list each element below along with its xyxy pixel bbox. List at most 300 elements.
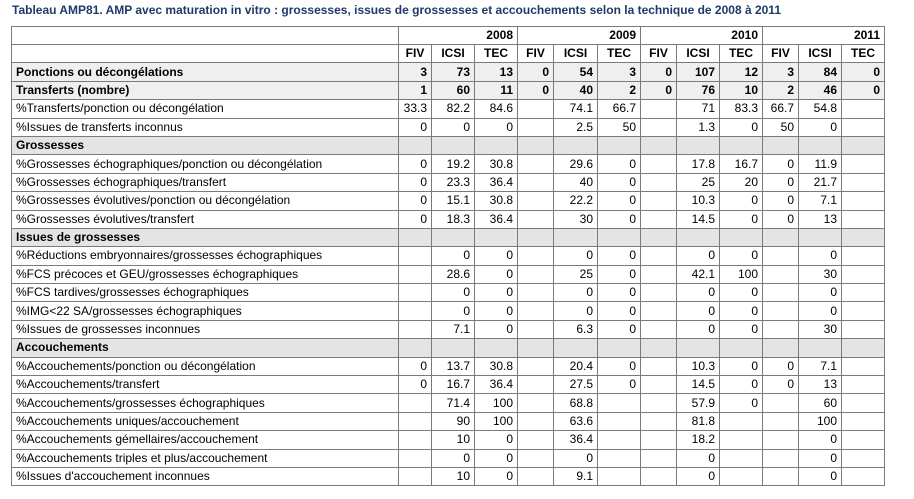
table-cell: 0: [554, 247, 598, 265]
table-cell: 66.7: [598, 100, 641, 118]
technique-header: FIV: [641, 45, 677, 63]
table-cell: 0: [763, 210, 799, 228]
table-row: [12, 302, 885, 320]
table-cell: 0: [475, 320, 518, 338]
table-cell: [763, 467, 799, 485]
table-cell: 9.1: [554, 467, 598, 485]
table-cell: [763, 284, 799, 302]
table-cell: [641, 284, 677, 302]
section-label: Issues de grossesses: [12, 228, 399, 246]
table-row: [12, 320, 885, 338]
table-cell: 57.9: [677, 394, 720, 412]
table-cell: 30: [554, 210, 598, 228]
table-cell: [641, 320, 677, 338]
table-cell: 0: [554, 284, 598, 302]
table-cell: [598, 339, 641, 357]
table-cell: [720, 412, 763, 430]
table-cell: 30.8: [475, 192, 518, 210]
table-title: Tableau AMP81. AMP avec maturation in vitro : grossesses, issues de grossesses et accouchements selon la technique de 2008 à 2011: [12, 3, 781, 17]
table-cell: [720, 431, 763, 449]
row-label: %Transferts/ponction ou décongélation: [12, 100, 399, 118]
table-cell: 0: [399, 357, 432, 375]
technique-header: TEC: [842, 45, 885, 63]
table-cell: [399, 228, 432, 246]
corner-cell: [12, 27, 399, 45]
row-label: %Grossesses évolutives/transfert: [12, 210, 399, 228]
table-cell: 63.6: [554, 412, 598, 430]
table-cell: [842, 228, 885, 246]
table-cell: [842, 449, 885, 467]
technique-header: FIV: [399, 45, 432, 63]
table-cell: 36.4: [475, 173, 518, 191]
table-cell: 0: [475, 247, 518, 265]
table-cell: [641, 247, 677, 265]
table-cell: 0: [720, 192, 763, 210]
table-cell: 11: [475, 81, 518, 99]
table-cell: [842, 320, 885, 338]
table-cell: 2: [598, 81, 641, 99]
table-cell: 0: [720, 118, 763, 136]
table-cell: 0: [799, 449, 842, 467]
table-cell: 10.3: [677, 192, 720, 210]
table-cell: 0: [598, 192, 641, 210]
table-cell: [598, 431, 641, 449]
table-cell: 7.1: [799, 357, 842, 375]
year-header-row: [12, 27, 885, 45]
row-label: Ponctions ou décongélations: [12, 63, 399, 81]
table-cell: 0: [399, 173, 432, 191]
table-cell: [399, 412, 432, 430]
table-cell: [518, 320, 554, 338]
row-label: %FCS tardives/grossesses échographiques: [12, 284, 399, 302]
table-cell: [518, 100, 554, 118]
table-cell: 16.7: [720, 155, 763, 173]
table-cell: [677, 136, 720, 154]
table-cell: [842, 357, 885, 375]
table-cell: 25: [554, 265, 598, 283]
table-cell: [518, 118, 554, 136]
table-cell: [842, 118, 885, 136]
table-cell: 0: [763, 155, 799, 173]
table-cell: 36.4: [475, 210, 518, 228]
table-cell: [720, 449, 763, 467]
table-cell: [518, 173, 554, 191]
table-cell: [432, 228, 475, 246]
technique-header: TEC: [475, 45, 518, 63]
table-cell: 28.6: [432, 265, 475, 283]
table-cell: [763, 412, 799, 430]
table-cell: 0: [720, 376, 763, 394]
table-cell: [518, 247, 554, 265]
table-cell: [641, 173, 677, 191]
table-cell: 0: [475, 431, 518, 449]
table-cell: [720, 339, 763, 357]
table-cell: 13.7: [432, 357, 475, 375]
table-cell: 0: [475, 449, 518, 467]
table-cell: [475, 136, 518, 154]
table-cell: [399, 339, 432, 357]
table-cell: 0: [641, 81, 677, 99]
table-cell: 36.4: [475, 376, 518, 394]
table-cell: 17.8: [677, 155, 720, 173]
table-cell: 3: [763, 63, 799, 81]
table-cell: 54: [554, 63, 598, 81]
table-row: [12, 467, 885, 485]
table-cell: [842, 284, 885, 302]
table-cell: 0: [799, 467, 842, 485]
table-cell: 12: [720, 63, 763, 81]
table-cell: 0: [475, 467, 518, 485]
row-label: %FCS précoces et GEU/grossesses échographiques: [12, 265, 399, 283]
table-cell: [641, 357, 677, 375]
year-header: 2011: [763, 27, 885, 45]
table-cell: 0: [475, 118, 518, 136]
table-cell: [677, 228, 720, 246]
table-cell: [842, 210, 885, 228]
amp-table: [11, 26, 885, 486]
table-cell: [518, 302, 554, 320]
table-cell: [554, 339, 598, 357]
table-cell: 0: [720, 394, 763, 412]
table-cell: 0: [677, 284, 720, 302]
table-cell: [598, 136, 641, 154]
table-cell: [763, 228, 799, 246]
table-cell: [641, 467, 677, 485]
table-cell: [763, 265, 799, 283]
table-cell: 0: [554, 449, 598, 467]
table-cell: 0: [720, 210, 763, 228]
table-cell: 90: [432, 412, 475, 430]
table-cell: 22.2: [554, 192, 598, 210]
table-cell: 20.4: [554, 357, 598, 375]
table-cell: [641, 136, 677, 154]
table-cell: [518, 136, 554, 154]
table-cell: 14.5: [677, 376, 720, 394]
table-cell: [518, 265, 554, 283]
table-cell: 42.1: [677, 265, 720, 283]
table-cell: 0: [475, 302, 518, 320]
table-row: [12, 284, 885, 302]
table-cell: [518, 284, 554, 302]
table-cell: 0: [432, 118, 475, 136]
table-row: [12, 192, 885, 210]
table-cell: 10.3: [677, 357, 720, 375]
table-cell: [763, 247, 799, 265]
table-cell: 0: [399, 118, 432, 136]
table-cell: [842, 192, 885, 210]
table-cell: 13: [475, 63, 518, 81]
table-cell: 13: [799, 376, 842, 394]
table-cell: 66.7: [763, 100, 799, 118]
table-cell: [763, 136, 799, 154]
table-cell: 0: [598, 247, 641, 265]
table-cell: [518, 357, 554, 375]
table-cell: 0: [720, 320, 763, 338]
table-cell: 0: [720, 302, 763, 320]
table-cell: 15.1: [432, 192, 475, 210]
section-row: [12, 339, 885, 357]
table-cell: [598, 228, 641, 246]
table-cell: [842, 467, 885, 485]
table-cell: 0: [475, 284, 518, 302]
table-cell: 0: [432, 449, 475, 467]
table-cell: 30.8: [475, 357, 518, 375]
table-cell: 0: [799, 431, 842, 449]
table-cell: 0: [598, 302, 641, 320]
technique-header: ICSI: [799, 45, 842, 63]
table-cell: 0: [677, 302, 720, 320]
table-cell: 25: [677, 173, 720, 191]
table-cell: 73: [432, 63, 475, 81]
table-cell: [720, 136, 763, 154]
row-label: %Accouchements uniques/accouchement: [12, 412, 399, 430]
table-cell: 0: [475, 265, 518, 283]
table-cell: 0: [518, 81, 554, 99]
table-row: [12, 100, 885, 118]
table-cell: [842, 302, 885, 320]
table-cell: [842, 100, 885, 118]
table-cell: [799, 228, 842, 246]
table-cell: 71: [677, 100, 720, 118]
table-row: [12, 449, 885, 467]
table-cell: 0: [598, 210, 641, 228]
table-cell: [842, 136, 885, 154]
table-cell: 13: [799, 210, 842, 228]
table-cell: [641, 449, 677, 467]
table-cell: 0: [432, 302, 475, 320]
table-row: [12, 63, 885, 81]
table-cell: [399, 467, 432, 485]
table-cell: [518, 155, 554, 173]
row-label: %Réductions embryonnaires/grossesses échographiques: [12, 247, 399, 265]
technique-header-row: [12, 45, 885, 63]
table-cell: 0: [598, 357, 641, 375]
technique-header: ICSI: [554, 45, 598, 63]
table-cell: 100: [475, 412, 518, 430]
table-cell: 0: [677, 467, 720, 485]
table-cell: 0: [598, 173, 641, 191]
table-cell: 30: [799, 265, 842, 283]
table-cell: 0: [677, 320, 720, 338]
row-label: %IMG<22 SA/grossesses échographiques: [12, 302, 399, 320]
table-cell: [763, 302, 799, 320]
table-cell: 0: [399, 192, 432, 210]
table-cell: [720, 228, 763, 246]
table-cell: [641, 265, 677, 283]
table-cell: 0: [598, 265, 641, 283]
table-cell: [399, 136, 432, 154]
table-cell: 0: [399, 155, 432, 173]
table-cell: 3: [598, 63, 641, 81]
table-cell: 19.2: [432, 155, 475, 173]
table-cell: [641, 394, 677, 412]
table-cell: [518, 431, 554, 449]
section-row: [12, 136, 885, 154]
table-cell: 0: [799, 118, 842, 136]
table-cell: 11.9: [799, 155, 842, 173]
table-cell: 18.3: [432, 210, 475, 228]
table-cell: 0: [763, 376, 799, 394]
table-cell: 50: [763, 118, 799, 136]
table-cell: [763, 449, 799, 467]
table-cell: 0: [598, 320, 641, 338]
table-cell: 7.1: [799, 192, 842, 210]
table-cell: 27.5: [554, 376, 598, 394]
table-cell: 10: [720, 81, 763, 99]
table-cell: 100: [475, 394, 518, 412]
section-label: Accouchements: [12, 339, 399, 357]
table-cell: 33.3: [399, 100, 432, 118]
table-cell: [518, 394, 554, 412]
table-row: [12, 265, 885, 283]
table-cell: 6.3: [554, 320, 598, 338]
table-cell: 76: [677, 81, 720, 99]
table-cell: 0: [763, 173, 799, 191]
table-cell: [763, 394, 799, 412]
table-cell: [598, 394, 641, 412]
table-cell: 81.8: [677, 412, 720, 430]
row-label: %Grossesses échographiques/ponction ou décongélation: [12, 155, 399, 173]
table-cell: [554, 228, 598, 246]
table-cell: 74.1: [554, 100, 598, 118]
table-row: [12, 412, 885, 430]
technique-header: FIV: [518, 45, 554, 63]
table-cell: [399, 320, 432, 338]
table-cell: [641, 412, 677, 430]
table-cell: 29.6: [554, 155, 598, 173]
table-cell: 2: [763, 81, 799, 99]
table-cell: 1: [399, 81, 432, 99]
table-cell: 0: [720, 284, 763, 302]
table-cell: 0: [518, 63, 554, 81]
table-cell: 0: [598, 376, 641, 394]
table-cell: [799, 136, 842, 154]
table-cell: [399, 394, 432, 412]
table-cell: [518, 467, 554, 485]
technique-header: TEC: [720, 45, 763, 63]
table-cell: [432, 339, 475, 357]
table-cell: 36.4: [554, 431, 598, 449]
table-cell: 83.3: [720, 100, 763, 118]
table-cell: 68.8: [554, 394, 598, 412]
row-label: %Accouchements/ponction ou décongélation: [12, 357, 399, 375]
table-cell: 0: [598, 284, 641, 302]
table-cell: [763, 320, 799, 338]
table-cell: [432, 136, 475, 154]
table-cell: 84.6: [475, 100, 518, 118]
table-cell: 50: [598, 118, 641, 136]
table-cell: [842, 247, 885, 265]
table-cell: [842, 173, 885, 191]
table-cell: 100: [720, 265, 763, 283]
table-cell: [399, 449, 432, 467]
table-cell: 0: [720, 247, 763, 265]
table-cell: [842, 431, 885, 449]
table-cell: 16.7: [432, 376, 475, 394]
table-cell: 0: [554, 302, 598, 320]
year-header: 2008: [399, 27, 518, 45]
table-cell: 0: [842, 63, 885, 81]
table-cell: [763, 339, 799, 357]
table-cell: 0: [799, 302, 842, 320]
row-label: %Grossesses échographiques/transfert: [12, 173, 399, 191]
table-cell: [641, 192, 677, 210]
table-cell: [641, 339, 677, 357]
table-cell: [842, 155, 885, 173]
year-header: 2009: [518, 27, 641, 45]
table-cell: [641, 376, 677, 394]
table-cell: 107: [677, 63, 720, 81]
table-cell: 0: [399, 376, 432, 394]
table-cell: [641, 210, 677, 228]
table-cell: [475, 228, 518, 246]
table-row: [12, 155, 885, 173]
table-row: [12, 431, 885, 449]
row-label: %Accouchements/transfert: [12, 376, 399, 394]
table-cell: [598, 449, 641, 467]
table-cell: 82.2: [432, 100, 475, 118]
technique-header: ICSI: [677, 45, 720, 63]
section-row: [12, 228, 885, 246]
table-cell: 10: [432, 431, 475, 449]
table-cell: 2.5: [554, 118, 598, 136]
table-row: [12, 247, 885, 265]
table-cell: 1.3: [677, 118, 720, 136]
table-cell: 0: [799, 284, 842, 302]
table-cell: 84: [799, 63, 842, 81]
table-cell: 0: [677, 449, 720, 467]
table-cell: [842, 339, 885, 357]
table-cell: 46: [799, 81, 842, 99]
table-cell: 40: [554, 81, 598, 99]
year-header: 2010: [641, 27, 763, 45]
table-cell: [641, 155, 677, 173]
table-cell: [641, 302, 677, 320]
table-cell: 0: [799, 247, 842, 265]
table-cell: 0: [399, 210, 432, 228]
table-cell: [763, 431, 799, 449]
table-cell: 54.8: [799, 100, 842, 118]
table-cell: 18.2: [677, 431, 720, 449]
table-row: [12, 173, 885, 191]
table-cell: 0: [842, 81, 885, 99]
row-label: %Issues de transferts inconnus: [12, 118, 399, 136]
table-cell: [598, 467, 641, 485]
table-cell: [518, 412, 554, 430]
table-cell: [518, 228, 554, 246]
table-cell: 0: [677, 247, 720, 265]
table-cell: [518, 339, 554, 357]
table-cell: [641, 100, 677, 118]
table-cell: [677, 339, 720, 357]
table-cell: 0: [720, 357, 763, 375]
table-row: [12, 376, 885, 394]
table-cell: 7.1: [432, 320, 475, 338]
row-label: Transferts (nombre): [12, 81, 399, 99]
section-label: Grossesses: [12, 136, 399, 154]
row-label: %Grossesses évolutives/ponction ou décongélation: [12, 192, 399, 210]
table-cell: [518, 192, 554, 210]
table-row: [12, 81, 885, 99]
table-cell: [475, 339, 518, 357]
table-cell: [842, 376, 885, 394]
technique-header: ICSI: [432, 45, 475, 63]
table-body: [12, 27, 885, 486]
row-label: %Accouchements gémellaires/accouchement: [12, 431, 399, 449]
table-cell: [598, 412, 641, 430]
table-cell: [799, 339, 842, 357]
table-cell: [641, 431, 677, 449]
